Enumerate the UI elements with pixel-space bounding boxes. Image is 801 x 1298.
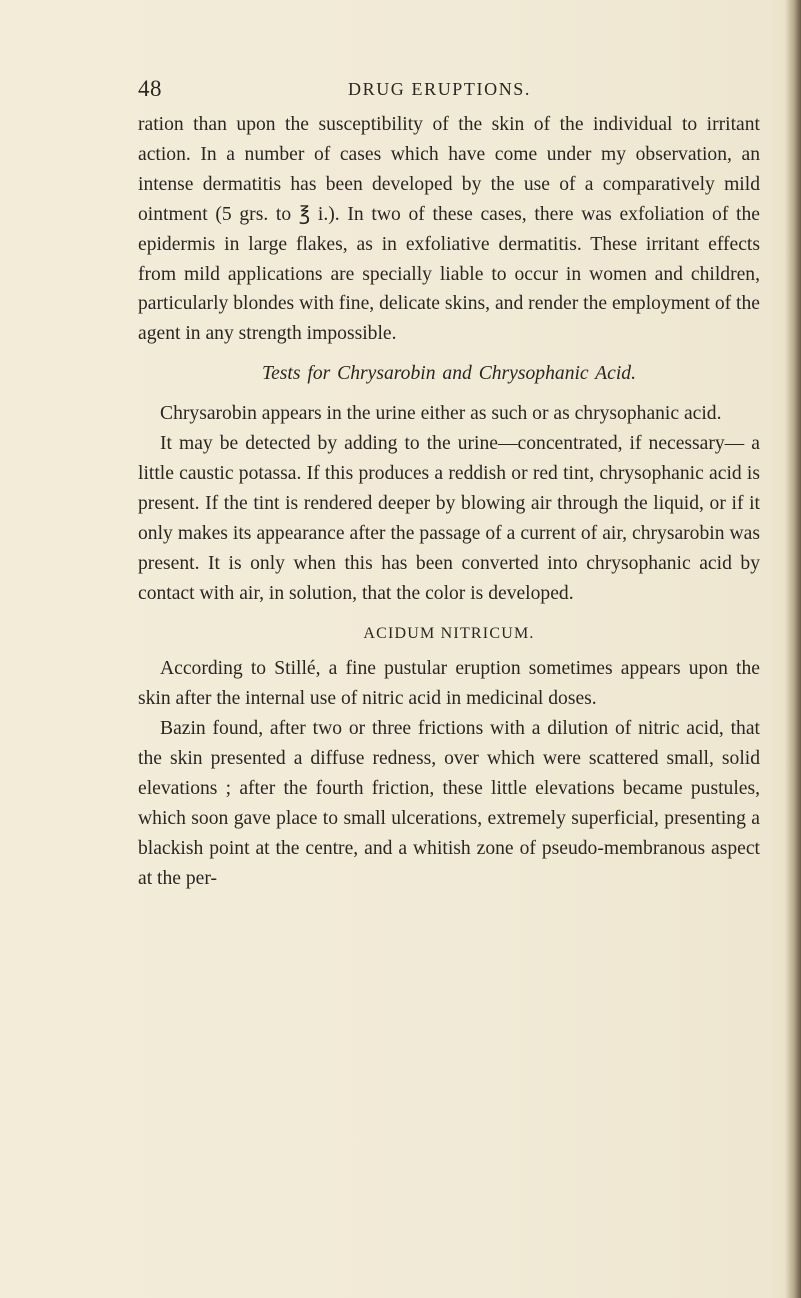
page-header	[138, 76, 758, 110]
paragraph-detection: It may be detected by adding to the urine—concentrated, if necessary— a little caustic potassa. If this produces a reddish or red tint, chrysophanic acid is present. If the tint is rendered deeper by blowing air through the liquid, or if it only makes its appearance after the passage of a current of air, chrysarobin was present. It is only when this has been converted into chrysophanic acid by contact with air, in solution, that the color is developed.	[138, 433, 760, 604]
paragraph-bazin: Bazin found, after two or three frictions with a dilution of nitric acid, that the skin presented a diffuse redness, over which were scattered small, solid elevations ; after the fourth friction, these little elevations became pustules, which soon gave place to small ulcerations, extremely superficial, presenting a blackish point at the centre, and a whitish zone of pseudo-membranous aspect at the per-	[138, 718, 760, 889]
running-title: DRUG ERUPTIONS.	[348, 79, 532, 99]
paragraph-continuation: ration than upon the susceptibility of the skin of the individual to irritant action. In a number of cases which have come under my observation, an intense dermatitis has been developed by the use of a comparatively mild ointment (5 grs. to ℥ i.). In two of these cases, there was exfoliation of the epidermis in large flakes, as in exfoliative dermatitis. These irritant effects from mild applications are specially liable to occur in women and children, particularly blondes with fine, delicate skins, and render the employment of the agent in any strength impossible.	[138, 114, 760, 345]
subheading-tests: Tests for Chrysarobin and Chrysophanic Acid.	[262, 363, 636, 385]
page-edge-shadow	[785, 0, 801, 1298]
section-heading-acidum-nitricum: ACIDUM NITRICUM.	[363, 624, 535, 642]
paragraph-stille: According to Stillé, a fine pustular eruption sometimes appears upon the skin after the internal use of nitric acid in medicinal doses.	[138, 658, 760, 710]
page-number: 48	[138, 76, 162, 101]
paragraph-chrysarobin-urine: Chrysarobin appears in the urine either as such or as chrysophanic acid.	[160, 403, 722, 425]
page-body	[138, 110, 760, 894]
